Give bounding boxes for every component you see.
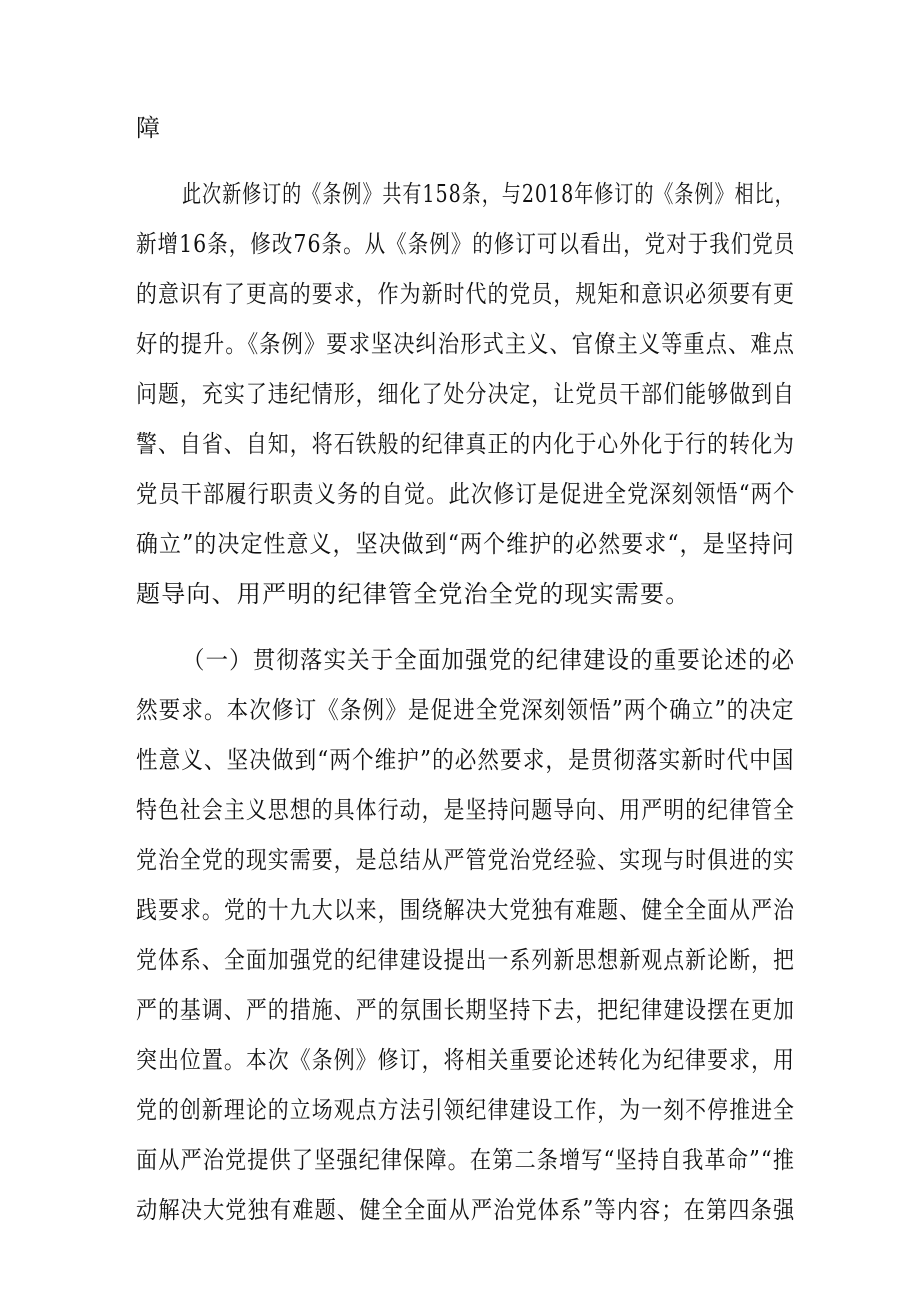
paragraph-1-line: 好的提升。《条例》要求坚决纠治形式主义、官僚主义等重点、难点 (136, 330, 796, 358)
paragraph-2-line: 突出位置。本次《条例》修订，将相关重要论述转化为纪律要求，用 (136, 1046, 796, 1074)
paragraph-1-line: 党员干部履行职责义务的自觉。此次修订是促进全党深刻领悟“两个 (136, 480, 796, 508)
paragraph-2-line: 严的基调、严的措施、严的氛围长期坚持下去，把纪律建设摆在更加 (136, 996, 796, 1024)
paragraph-1-line: 题导向、用严明的纪律管全党治全党的现实需要。 (136, 580, 691, 608)
paragraph-1-line: 此次新修订的《条例》共有158条，与2018年修订的《条例》相比， (182, 180, 795, 208)
paragraph-2-line: 党治全党的现实需要，是总结从严管党治党经验、实现与时俱进的实 (136, 846, 796, 874)
paragraph-2-line: 党的创新理论的立场观点方法引领纪律建设工作，为一刻不停推进全 (136, 1096, 796, 1124)
carry-over-line: 障 (136, 114, 162, 142)
paragraph-2-line: 动解决大党独有难题、健全全面从严治党体系”等内容；在第四条强 (136, 1196, 796, 1224)
paragraph-1-line: 新增16条，修改76条。从《条例》的修订可以看出，党对于我们党员 (136, 230, 796, 258)
paragraph-2-line: 特色社会主义思想的具体行动，是坚持问题导向、用严明的纪律管全 (136, 796, 796, 824)
paragraph-2-line: 然要求。本次修订《条例》是促进全党深刻领悟”两个确立”的决定 (136, 696, 795, 724)
paragraph-2-line: 党体系、全面加强党的纪律建设提出一系列新思想新观点新论断，把 (136, 946, 796, 974)
paragraph-2-line: 性意义、坚决做到“两个维护”的必然要求，是贯彻落实新时代中国 (136, 746, 795, 774)
paragraph-1-line: 问题，充实了违纪情形，细化了处分决定，让党员干部们能够做到自 (136, 380, 796, 408)
paragraph-2-line: 践要求。党的十九大以来，围绕解决大党独有难题、健全全面从严治 (136, 896, 796, 924)
paragraph-1-line: 的意识有了更高的要求，作为新时代的党员，规矩和意识必须要有更 (136, 280, 796, 308)
paragraph-1-line: 确立”的决定性意义，坚决做到“两个维护的必然要求“，是坚持问 (136, 530, 795, 558)
paragraph-2-line: 面从严治党提供了坚强纪律保障。在第二条增写“坚持自我革命”“推 (136, 1146, 796, 1174)
paragraph-1-line: 警、自省、自知，将石铁般的纪律真正的内化于心外化于行的转化为 (136, 430, 796, 458)
section-heading: （一）贯彻落实关于全面加强党的纪律建设的重要论述的必 (182, 646, 796, 674)
